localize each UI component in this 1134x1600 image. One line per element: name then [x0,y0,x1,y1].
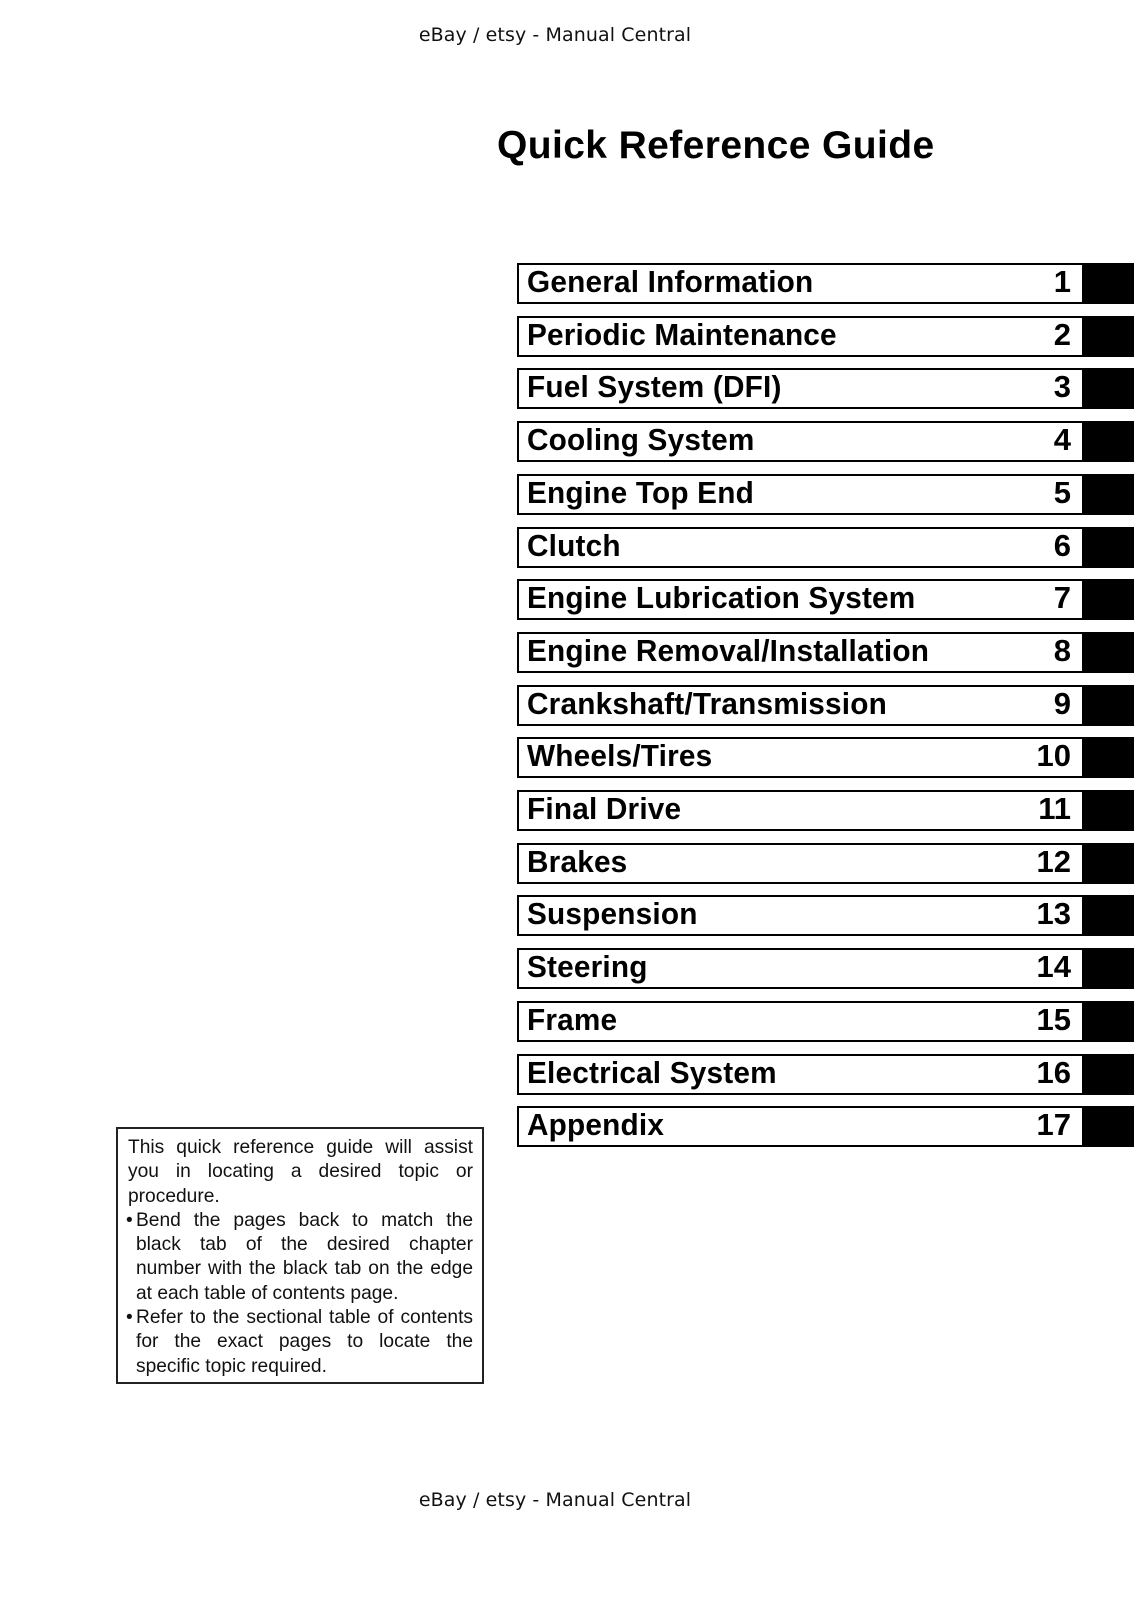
chapter-tab [1083,737,1134,778]
chapter-tab [1083,421,1134,462]
toc-item-electrical-system[interactable] [517,1054,1134,1095]
toc-item-engine-removal-installation[interactable] [517,632,1134,673]
toc-item-number: 3 [1053,369,1071,405]
chapter-tab [1083,843,1134,884]
toc-item-number: 17 [1036,1107,1071,1143]
watermark-footer: eBay / etsy - Manual Central [418,1489,692,1511]
chapter-tab [1083,263,1134,304]
toc-item-label: Fuel System (DFI) [527,369,782,405]
toc-item-number: 11 [1038,791,1071,826]
bullet-icon: • [126,1307,133,1329]
toc-item-label: Wheels/Tires [527,738,713,774]
toc-item-number: 1 [1053,264,1071,299]
page-title: Quick Reference Guide [497,124,935,167]
watermark-header: eBay / etsy - Manual Central [418,24,692,46]
toc-item-brakes[interactable] [517,843,1134,884]
bullet-icon: • [126,1209,133,1231]
toc-item-label: Appendix [527,1107,665,1143]
toc-item-label: Frame [527,1001,618,1037]
toc-item-engine-top-end[interactable] [517,474,1134,515]
toc-item-label: Engine Lubrication System [527,580,916,616]
toc-item-number: 6 [1053,527,1071,563]
toc-item-label: Clutch [527,527,621,563]
chapter-tab [1083,368,1134,409]
toc-item-number: 13 [1036,896,1071,932]
toc-item-frame[interactable] [517,1001,1134,1042]
toc-item-label: Engine Top End [527,474,754,510]
info-bullet-text: Bend the pages back to match the black tab of the desired chapter number with the black tab on the edge at each table of contents page. [136,1209,473,1304]
toc-item-label: Crankshaft/Transmission [527,685,887,721]
toc-item-number: 5 [1053,474,1071,510]
chapter-tab [1083,474,1134,515]
toc-item-label: Suspension [527,896,698,932]
toc-item-number: 8 [1053,632,1071,668]
toc-item-steering[interactable] [517,948,1134,989]
chapter-tab [1083,790,1134,831]
info-intro: This quick reference guide will assist you in locating a desired topic or procedure. [128,1137,473,1207]
chapter-tab [1083,632,1134,673]
toc-item-number: 7 [1053,580,1071,616]
info-box [116,1127,484,1384]
chapter-tab [1083,1106,1134,1147]
toc-item-wheels-tires[interactable] [517,737,1134,778]
toc-item-number: 15 [1036,1001,1071,1037]
chapter-tab [1083,316,1134,357]
toc-item-label: Cooling System [527,422,755,458]
chapter-tab [1083,895,1134,936]
toc-item-label: Steering [527,949,648,985]
toc-item-cooling-system[interactable] [517,421,1134,462]
toc-item-label: Engine Removal/Installation [527,632,930,668]
toc-item-appendix[interactable] [517,1106,1134,1147]
toc-item-general-information[interactable] [517,263,1134,304]
chapter-tab [1083,1054,1134,1095]
toc-item-number: 12 [1036,843,1071,879]
info-bullet-text: Refer to the sectional table of contents for the exact pages to locate the specific topic required. [136,1307,473,1377]
toc-item-label: Final Drive [527,791,682,826]
chapter-tab [1083,527,1134,568]
chapter-tab [1083,685,1134,726]
info-bullet [128,1209,473,1306]
toc-item-number: 14 [1036,949,1071,985]
toc-item-periodic-maintenance[interactable] [517,316,1134,357]
chapter-tab [1083,1001,1134,1042]
toc-item-label: Brakes [527,843,628,879]
toc-item-number: 16 [1036,1054,1071,1090]
toc-item-number: 4 [1053,422,1071,458]
toc-item-label: Electrical System [527,1054,777,1090]
toc-item-suspension[interactable] [517,895,1134,936]
chapter-tab [1083,948,1134,989]
toc-item-clutch[interactable] [517,527,1134,568]
chapter-tab [1083,579,1134,620]
toc-item-engine-lubrication-system[interactable] [517,579,1134,620]
toc-item-number: 10 [1036,738,1071,774]
toc-item-label: General Information [527,264,814,299]
toc-item-number: 9 [1053,685,1071,721]
info-bullet [128,1306,473,1379]
toc-item-number: 2 [1053,316,1071,352]
toc-item-label: Periodic Maintenance [527,316,837,352]
toc-item-final-drive[interactable] [517,790,1134,831]
toc-item-crankshaft-transmission[interactable] [517,685,1134,726]
toc-item-fuel-system[interactable] [517,368,1134,409]
